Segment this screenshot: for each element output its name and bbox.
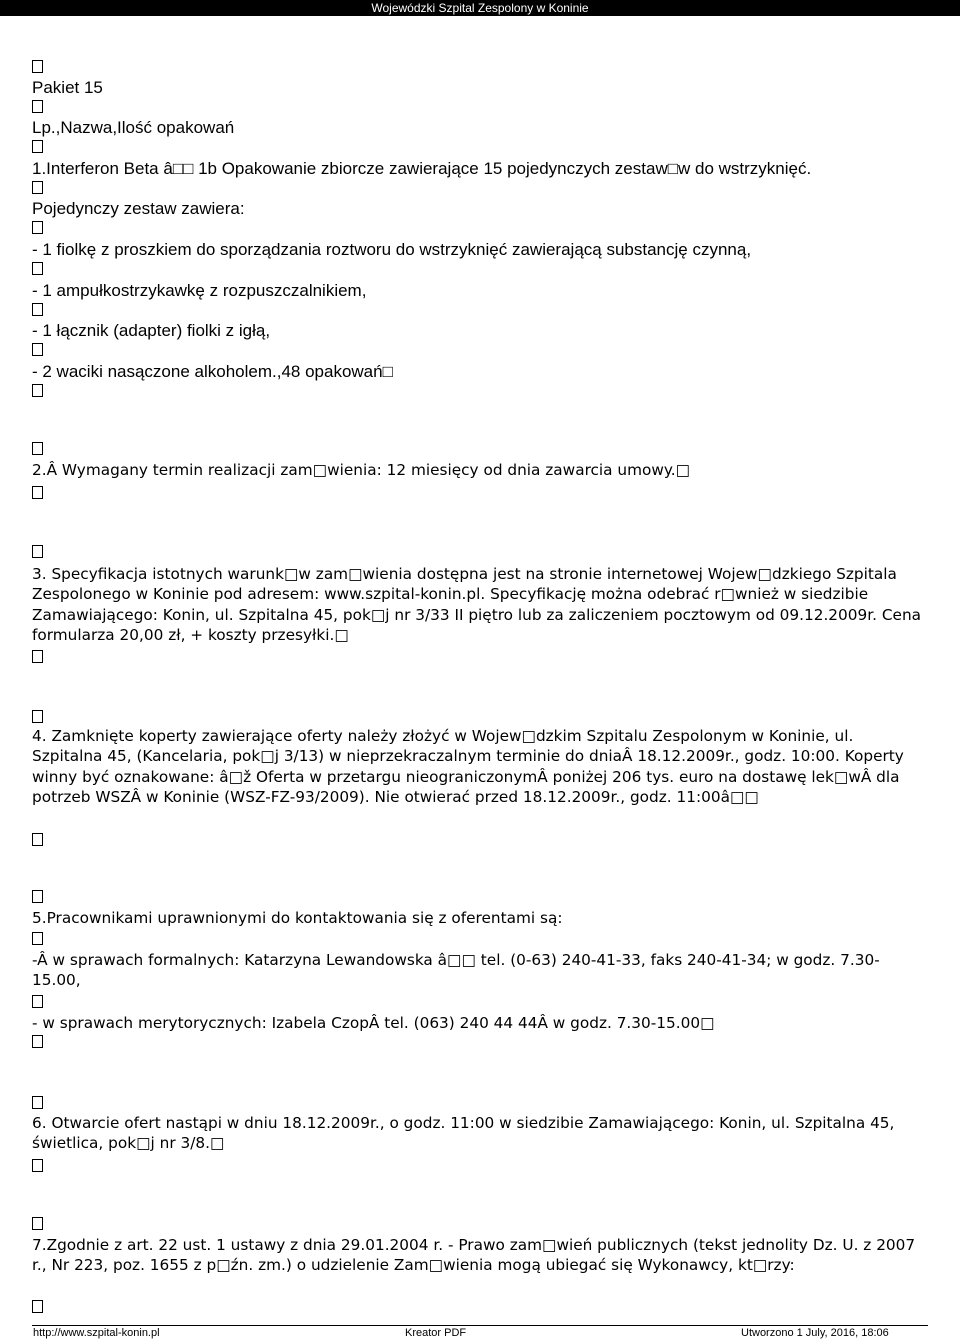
- kit-item: - 2 waciki nasączone alkoholem.,48 opakowań□: [32, 362, 393, 381]
- missing-glyph-marker: [32, 1159, 43, 1172]
- section-5: 5.Pracownikami uprawnionymi do kontaktowania się z oferentami są:: [32, 909, 563, 927]
- contact-formal: -Â w sprawach formalnych: Katarzyna Lewandowska â□□ tel. (0-63) 240-41-33, faks 240-41-34; w godz. 7.30-15.00,: [32, 951, 880, 990]
- missing-glyph-marker: [32, 140, 43, 153]
- missing-glyph-marker: [32, 545, 43, 558]
- section-2: 2.Â Wymagany termin realizacji zam□wienia: 12 miesięcy od dnia zawarcia umowy.□: [32, 461, 691, 479]
- missing-glyph-marker: [32, 833, 43, 846]
- item-line: 1.Interferon Beta â□□ 1b Opakowanie zbiorcze zawierające 15 pojedynczych zestaw□w do wstrzyknięć.: [32, 159, 812, 178]
- kit-contents-heading: Pojedynczy zestaw zawiera:: [32, 199, 245, 218]
- missing-glyph-marker: [32, 442, 43, 455]
- missing-glyph-marker: [32, 181, 43, 194]
- missing-glyph-marker: [32, 1096, 43, 1109]
- missing-glyph-marker: [32, 1035, 43, 1048]
- section-6: 6. Otwarcie ofert nastąpi w dniu 18.12.2009r., o godz. 11:00 w siedzibie Zamawiającego: Konin, ul. Szpitalna 45, świetlica, pok□j nr 3/8.□: [32, 1114, 895, 1153]
- missing-glyph-marker: [32, 303, 43, 316]
- footer-created-date: Utworzono 1 July, 2016, 18:06: [741, 1327, 889, 1339]
- missing-glyph-marker: [32, 1300, 43, 1313]
- kit-item: - 1 ampułkostrzykawkę z rozpuszczalnikiem,: [32, 281, 367, 300]
- kit-item: - 1 łącznik (adapter) fiolki z igłą,: [32, 321, 271, 340]
- missing-glyph-marker: [32, 890, 43, 903]
- footer-url-link[interactable]: http://www.szpital-konin.pl: [33, 1327, 160, 1339]
- missing-glyph-marker: [32, 221, 43, 234]
- section-7: 7.Zgodnie z art. 22 ust. 1 ustawy z dnia 29.01.2004 r. - Prawo zam□wień publicznych (tekst jednolity Dz. U. z 2007 r., Nr 223, poz. 1655 z p□źn. zm.) o udzielenie Zam□wienia mogą ubiegać się Wykonawcy, kt□rzy:: [32, 1236, 916, 1275]
- document-footer: [0, 1326, 960, 1341]
- missing-glyph-marker: [32, 710, 43, 723]
- missing-glyph-marker: [32, 932, 43, 945]
- section-3: 3. Specyfikacja istotnych warunk□w zam□wienia dostępna jest na stronie internetowej Wojew□dzkiego Szpitala Zespolonego w Koninie pod adresem: www.szpital-konin.pl. Specyfikację można odebrać r□wnież w siedzibie Zamawiającego: Konin, ul. Szpitalna 45, pok□j nr 3/33 II piętro lub za zaliczeniem pocztowym od 09.12.2009r. Cena formularza 20,00 zł, + koszty przesyłki.□: [32, 565, 922, 645]
- contact-merit: - w sprawach merytorycznych: Izabela CzopÂ tel. (063) 240 44 44Â w godz. 7.30-15.00□: [32, 1014, 715, 1032]
- missing-glyph-marker: [32, 60, 43, 73]
- document-header: Wojewódzki Szpital Zespolony w Koninie: [0, 0, 960, 16]
- package-title: Pakiet 15: [32, 78, 103, 97]
- footer-creator: Kreator PDF: [405, 1327, 467, 1339]
- kit-item: - 1 fiolkę z proszkiem do sporządzania roztworu do wstrzyknięć zawierającą substancję czynną,: [32, 240, 752, 259]
- missing-glyph-marker: [32, 995, 43, 1008]
- section-4: 4. Zamknięte koperty zawierające oferty należy złożyć w Wojew□dzkim Szpitalu Zespolonym w Koninie, ul. Szpitalna 45, (Kancelaria, pok□j 3/13) w nieprzekraczalnym terminie do dniaÂ 18.12.2009r., godz. 10:00. Koperty winny być oznakowane: â□ž Oferta w przetargu nieograniczonymÂ poniżej 206 tys. euro na dostawę lek□wÂ dla potrzeb WSZÂ w Koninie (WSZ-FZ-93/2009). Nie otwierać przed 18.12.2009r., godz. 11:00â□□: [32, 727, 904, 807]
- missing-glyph-marker: [32, 486, 43, 499]
- missing-glyph-marker: [32, 1217, 43, 1230]
- missing-glyph-marker: [32, 100, 43, 113]
- missing-glyph-marker: [32, 343, 43, 356]
- missing-glyph-marker: [32, 650, 43, 663]
- missing-glyph-marker: [32, 384, 43, 397]
- column-headers: Lp.,Nazwa,Ilość opakowań: [32, 118, 235, 137]
- missing-glyph-marker: [32, 262, 43, 275]
